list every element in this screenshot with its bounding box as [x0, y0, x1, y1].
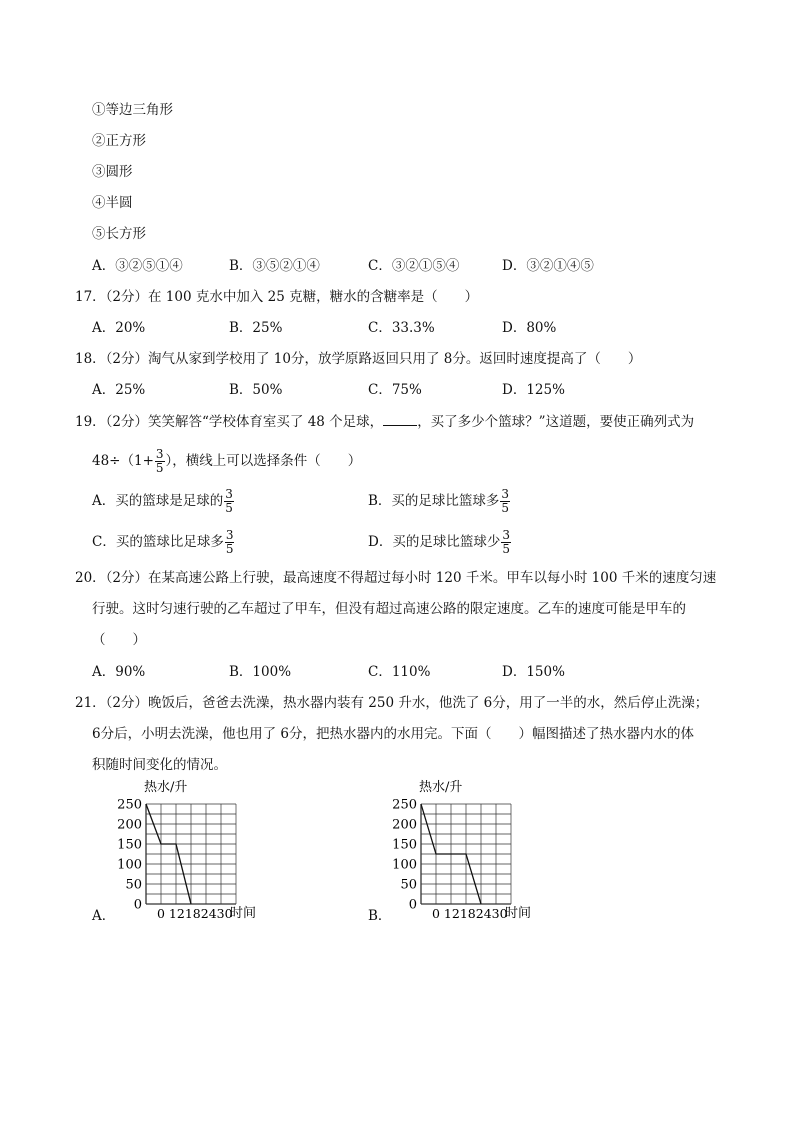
chart-b-xticks: 0 12182430	[432, 906, 508, 921]
q18-option-c[interactable]: C．75%	[368, 382, 422, 398]
option-text: A．买的篮球是足球的	[92, 493, 224, 509]
q16-option-d[interactable]: D．③②①④⑤	[502, 258, 594, 274]
option-text: C．买的篮球比足球多	[92, 534, 224, 550]
answer-blank[interactable]	[383, 413, 417, 426]
q17-option-b[interactable]: B．25%	[229, 320, 283, 336]
fraction-numerator: 3	[225, 487, 233, 501]
q19-option-c[interactable]	[92, 529, 235, 556]
q19-option-a[interactable]	[92, 488, 235, 515]
chart-a	[110, 776, 280, 926]
fraction-denominator: 5	[225, 501, 233, 515]
fraction	[225, 529, 235, 556]
q19-option-d[interactable]	[368, 529, 512, 556]
chart-b-ylabel: 热水/升	[419, 780, 463, 795]
q16-item-3: ③圆形	[92, 164, 133, 180]
q21-option-a[interactable]: A．	[92, 908, 116, 924]
q18-option-b[interactable]: B．50%	[229, 382, 283, 398]
q16-option-b[interactable]: B．③⑤②①④	[229, 258, 320, 274]
q19-stem-part-a: 19．（2分）笑笑解答“学校体育室买了 48 个足球，	[75, 414, 384, 430]
chart-a-ytick-label: 0	[133, 897, 142, 913]
q19-formula-part-b: ），横线上可以选择条件（ ）	[165, 453, 362, 469]
q20-option-c[interactable]: C．110%	[368, 664, 431, 680]
chart-b-yticks	[392, 798, 417, 913]
fraction-numerator: 3	[155, 447, 164, 461]
q18-stem: 18．（2分）淘气从家到学校用了 10分，放学原路返回只用了 8分。返回时速度提高了（ ）	[75, 351, 642, 367]
chart-a-ytick-label: 150	[117, 837, 142, 853]
q20-line-1: 20．（2分）在某高速公路上行驶，最高速度不得超过每小时 120 千米。甲车以每小时 100 千米的速度匀速	[75, 570, 717, 586]
fraction-numerator: 3	[502, 528, 510, 542]
chart-b-ytick-label: 100	[392, 857, 417, 873]
q16-item-1: ①等边三角形	[92, 102, 173, 118]
fraction	[500, 488, 510, 515]
fraction-denominator: 5	[502, 542, 510, 556]
q16-item-4: ④半圆	[92, 195, 133, 211]
fraction-denominator: 5	[501, 501, 510, 515]
fraction-denominator: 5	[155, 461, 164, 475]
q20-option-b[interactable]: B．100%	[229, 664, 292, 680]
chart-b-ytick-label: 50	[400, 877, 417, 893]
chart-a-ytick-label: 250	[117, 797, 142, 813]
q20-line-3: （ ）	[92, 632, 146, 648]
q18-option-a[interactable]: A．25%	[92, 382, 146, 398]
q19-formula	[92, 448, 361, 475]
q20-option-a[interactable]: A．90%	[92, 664, 146, 680]
chart-b-xlabel: 时间	[505, 906, 532, 921]
fraction-numerator: 3	[225, 528, 234, 542]
chart-a-ylabel: 热水/升	[144, 780, 188, 795]
chart-b-ytick-label: 0	[408, 897, 417, 913]
q21-line-1: 21．（2分）晚饭后，爸爸去洗澡，热水器内装有 250 升水，他洗了 6分，用了一半的水，然后停止洗澡；	[75, 695, 709, 711]
chart-a-ytick-label: 100	[117, 857, 142, 873]
q19-stem-part-b: ，买了多少个篮球？”这道题，要使正确列式为	[417, 414, 695, 430]
q21-option-b[interactable]: B．	[368, 908, 392, 924]
chart-b-ytick-label: 200	[392, 817, 417, 833]
q19-option-b[interactable]	[368, 488, 511, 515]
fraction	[155, 448, 165, 475]
q19-stem	[75, 412, 694, 432]
q17-option-d[interactable]: D．80%	[502, 320, 557, 336]
option-text: B．买的足球比篮球多	[368, 493, 500, 509]
fraction	[224, 488, 234, 515]
chart-a-xticks: 0 12182430	[157, 906, 233, 921]
q16-item-2: ②正方形	[92, 133, 146, 149]
q17-option-a[interactable]: A．20%	[92, 320, 146, 336]
chart-a-ytick-label: 50	[125, 877, 142, 893]
chart-a-ytick-label: 200	[117, 817, 142, 833]
fraction-denominator: 5	[225, 542, 234, 556]
chart-a-grid	[146, 804, 236, 904]
chart-b	[385, 776, 555, 926]
option-text: D．买的足球比篮球少	[368, 534, 501, 550]
fraction	[501, 529, 511, 556]
q19-formula-part-a: 48÷（1+	[92, 453, 154, 469]
q16-item-5: ⑤长方形	[92, 226, 146, 242]
q16-option-c[interactable]: C．③②①⑤④	[368, 258, 460, 274]
q16-option-a[interactable]: A．③②⑤①④	[92, 258, 183, 274]
fraction-numerator: 3	[501, 487, 510, 501]
q18-option-d[interactable]: D．125%	[502, 382, 565, 398]
q17-option-c[interactable]: C．33.3%	[368, 320, 435, 336]
chart-a-xlabel: 时间	[230, 906, 257, 921]
chart-b-ytick-label: 150	[392, 837, 417, 853]
q21-line-3: 积随时间变化的情况。	[92, 757, 227, 773]
chart-a-yticks	[117, 798, 142, 913]
q20-option-d[interactable]: D．150%	[502, 664, 565, 680]
q17-stem: 17．（2分）在 100 克水中加入 25 克糖，糖水的含糖率是（ ）	[75, 289, 479, 305]
q20-line-2: 行驶。这时匀速行驶的乙车超过了甲车，但没有超过高速公路的限定速度。乙车的速度可能是甲车的	[92, 601, 686, 617]
q21-line-2: 6分后，小明去洗澡，他也用了 6分，把热水器内的水用完。下面（ ）幅图描述了热水器内水的体	[92, 726, 694, 742]
chart-b-ytick-label: 250	[392, 797, 417, 813]
